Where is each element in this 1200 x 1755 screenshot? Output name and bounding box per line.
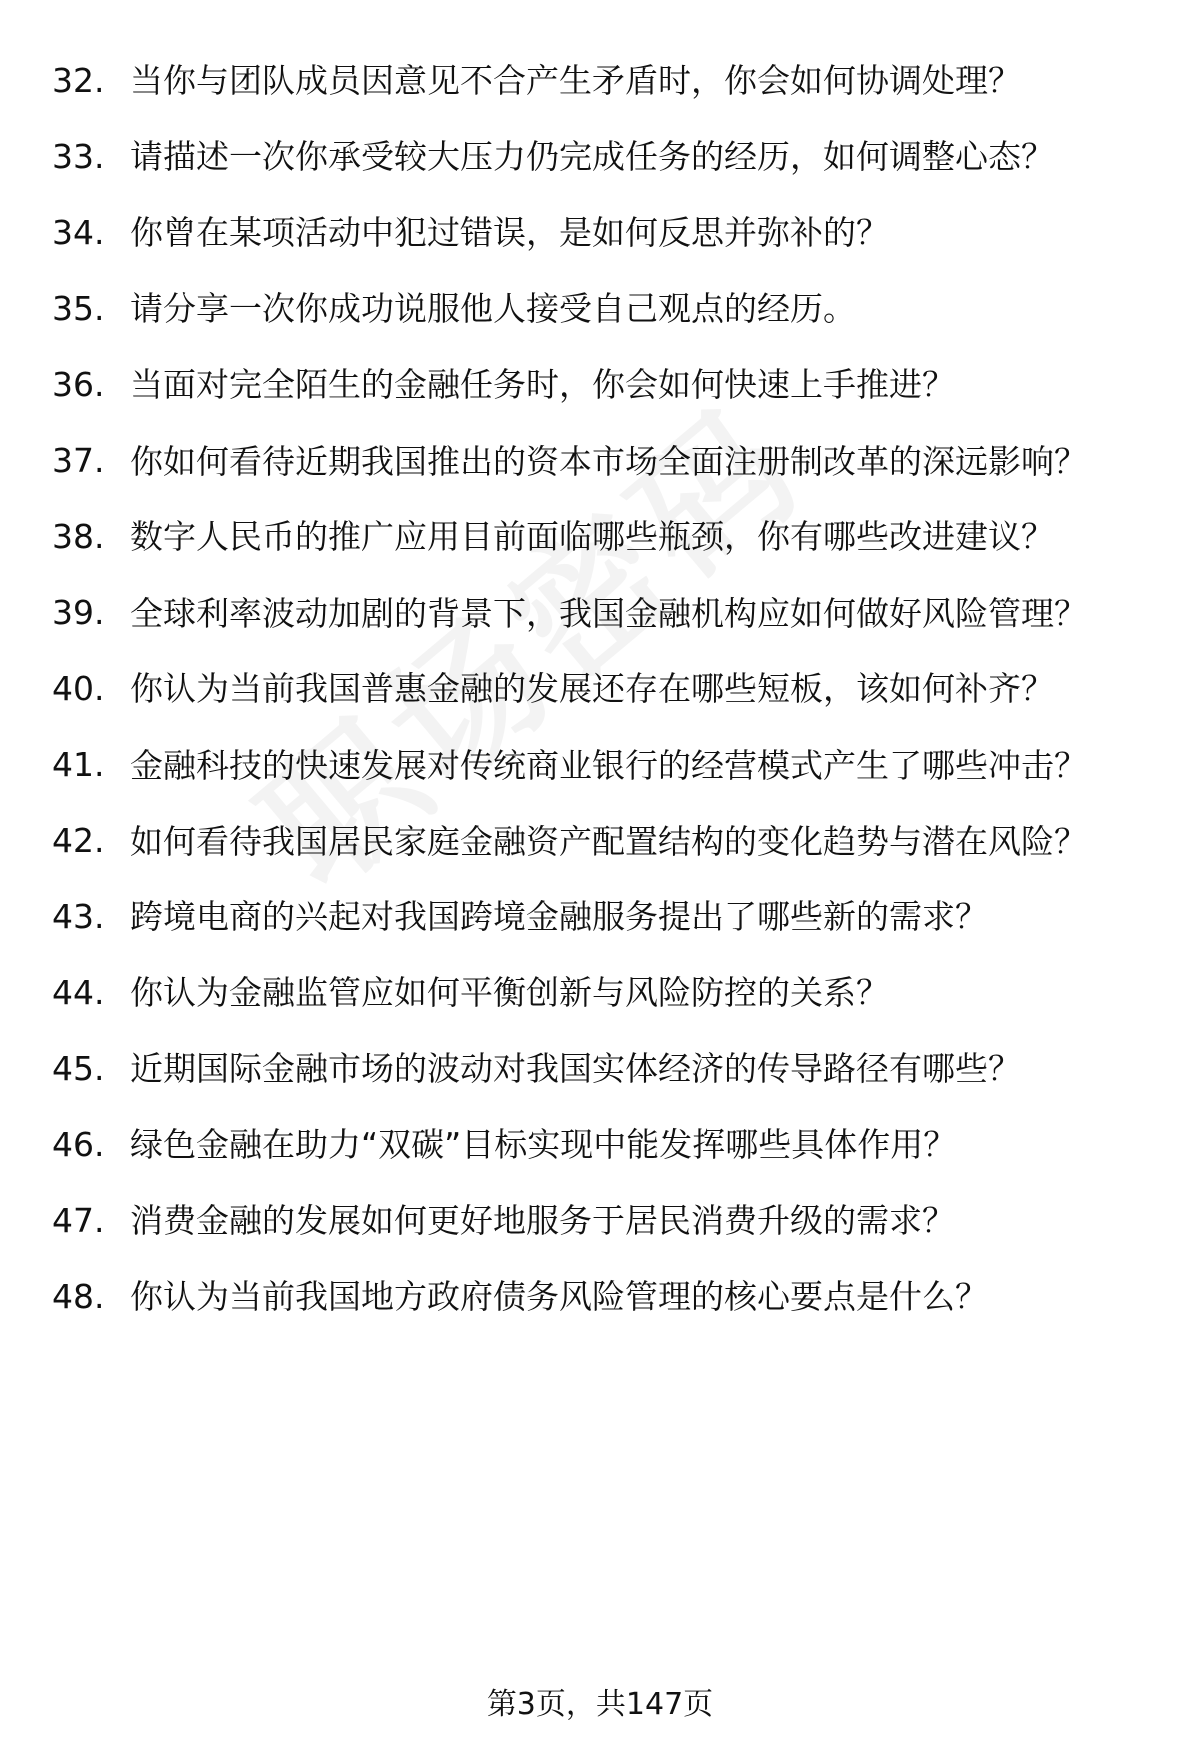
- question-text: 当你与团队成员因意见不合产生矛盾时，你会如何协调处理？: [130, 61, 1021, 100]
- question-item: [0, 278, 1200, 340]
- question-item: [0, 658, 1200, 720]
- question-text: 金融科技的快速发展对传统商业银行的经营模式产生了哪些冲击？: [130, 746, 1087, 785]
- question-text: 请分享一次你成功说服他人接受自己观点的经历。: [130, 289, 856, 328]
- question-text: 消费金融的发展如何更好地服务于居民消费升级的需求？: [130, 1201, 955, 1240]
- question-item: [0, 810, 1200, 866]
- question-item: [0, 962, 1200, 1024]
- question-text: 请描述一次你承受较大压力仍完成任务的经历，如何调整心态？: [130, 137, 1054, 176]
- question-text: 你如何看待近期我国推出的资本市场全面注册制改革的深远影响？: [130, 442, 1087, 481]
- question-item: [0, 734, 1200, 790]
- question-item: [0, 126, 1200, 188]
- question-list: [0, 50, 1200, 1328]
- question-number: 35.: [52, 289, 105, 328]
- question-number: 33.: [52, 137, 105, 176]
- question-number: 43.: [52, 897, 105, 936]
- page-footer: 第3页，共147页: [486, 1687, 714, 1722]
- question-text: 全球利率波动加剧的背景下，我国金融机构应如何做好风险管理？: [130, 594, 1087, 633]
- question-number: 34.: [52, 213, 105, 252]
- question-item: [0, 582, 1200, 638]
- question-number: 41.: [52, 745, 105, 784]
- question-item: [0, 1114, 1200, 1176]
- question-number: 44.: [52, 973, 105, 1012]
- question-item: [0, 1038, 1200, 1100]
- question-item: [0, 202, 1200, 264]
- question-text: 数字人民币的推广应用目前面临哪些瓶颈，你有哪些改进建议？: [130, 517, 1054, 556]
- question-item: [0, 430, 1200, 486]
- question-text: 近期国际金融市场的波动对我国实体经济的传导路径有哪些？: [130, 1049, 1021, 1088]
- question-item: [0, 50, 1200, 112]
- question-number: 38.: [52, 517, 105, 556]
- question-number: 39.: [52, 593, 105, 632]
- question-item: [0, 354, 1200, 416]
- question-text: 你曾在某项活动中犯过错误，是如何反思并弥补的？: [130, 213, 889, 252]
- question-text: 绿色金融在助力“双碳”目标实现中能发挥哪些具体作用？: [130, 1125, 957, 1164]
- question-number: 47.: [52, 1201, 105, 1240]
- question-number: 40.: [52, 669, 105, 708]
- question-number: 48.: [52, 1277, 105, 1316]
- question-number: 45.: [52, 1049, 105, 1088]
- question-item: [0, 886, 1200, 948]
- question-text: 跨境电商的兴起对我国跨境金融服务提出了哪些新的需求？: [130, 897, 988, 936]
- question-number: 36.: [52, 365, 105, 404]
- question-text: 如何看待我国居民家庭金融资产配置结构的变化趋势与潜在风险？: [130, 822, 1087, 861]
- question-text: 你认为当前我国普惠金融的发展还存在哪些短板，该如何补齐？: [130, 669, 1054, 708]
- question-number: 37.: [52, 441, 105, 480]
- question-number: 42.: [52, 821, 105, 860]
- question-item: [0, 1266, 1200, 1328]
- question-number: 32.: [52, 61, 105, 100]
- question-item: [0, 506, 1200, 568]
- question-text: 你认为金融监管应如何平衡创新与风险防控的关系？: [130, 973, 889, 1012]
- question-text: 你认为当前我国地方政府债务风险管理的核心要点是什么？: [130, 1277, 988, 1316]
- question-number: 46.: [52, 1125, 105, 1164]
- question-text: 当面对完全陌生的金融任务时，你会如何快速上手推进？: [130, 365, 955, 404]
- question-item: [0, 1190, 1200, 1252]
